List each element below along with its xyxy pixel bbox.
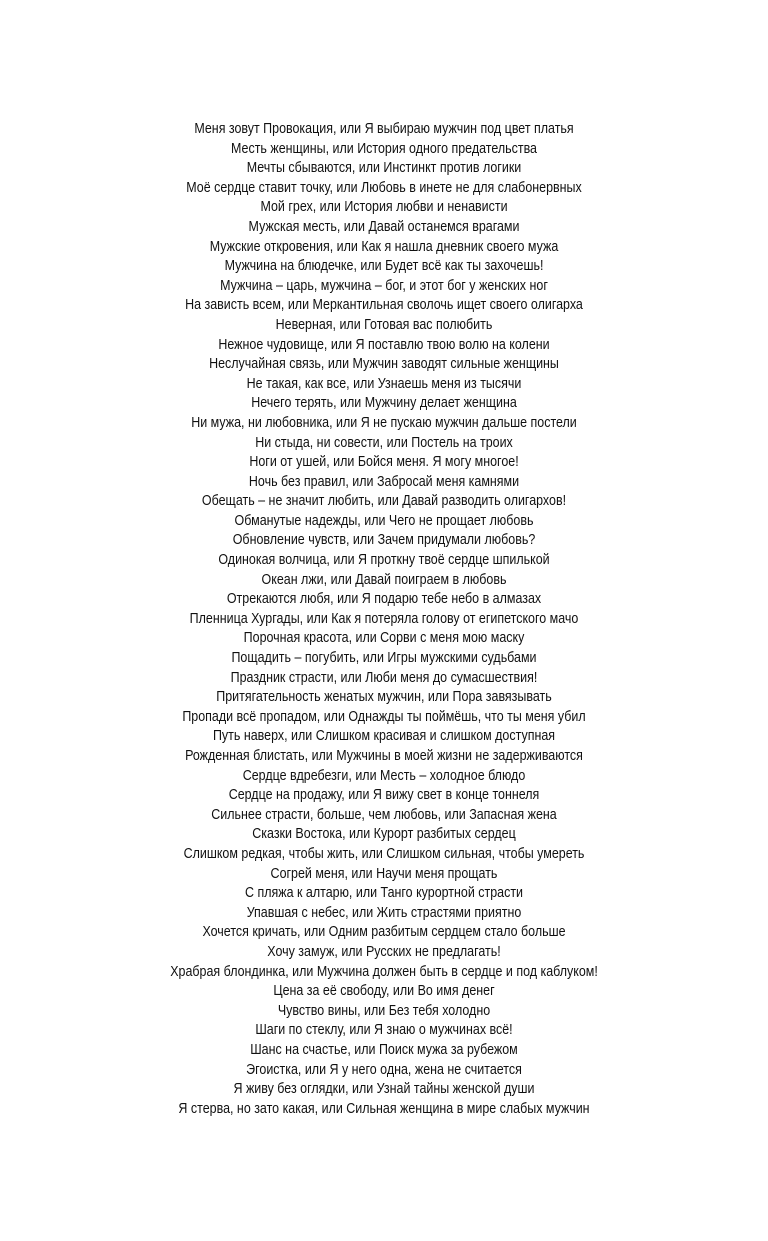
book-title-line: Согрей меня, или Научи меня прощать [270, 865, 498, 882]
book-title-line: Пленница Хургады, или Как я потеряла голову от египетского мачо [189, 610, 579, 627]
book-title-line: Океан лжи, или Давай поиграем в любовь [261, 571, 507, 588]
book-title-line: Шанс на счастье, или Поиск мужа за рубежом [250, 1041, 518, 1058]
book-title-line: Храбрая блондинка, или Мужчина должен быть в сердце и под каблуком! [170, 963, 598, 980]
book-title-line: Хочу замуж, или Русских не предлагать! [267, 943, 501, 960]
book-title-line: Обновление чувств, или Зачем придумали любовь? [232, 532, 536, 549]
book-title-line: Я живу без оглядки, или Узнай тайны женской души [233, 1081, 535, 1098]
book-title-line: Пощадить – погубить, или Игры мужскими судьбами [231, 650, 537, 667]
book-title-line: Отрекаются любя, или Я подарю тебе небо в алмазах [226, 591, 542, 608]
book-title-line: Хочется кричать, или Одним разбитым сердцем стало больше [202, 924, 566, 941]
book-title-line: Я стерва, но зато какая, или Сильная женщина в мире слабых мужчин [178, 1100, 590, 1117]
book-title-line: Неверная, или Готовая вас полюбить [275, 316, 493, 333]
book-title-line: Пропади всё пропадом, или Однажды ты поймёшь, что ты меня убил [182, 708, 586, 725]
book-title-line: Ни стыда, ни совести, или Постель на троих [255, 434, 513, 451]
book-title-line: Не такая, как все, или Узнаешь меня из тысячи [246, 375, 522, 392]
book-title-line: Обещать – не значит любить, или Давай разводить олигархов! [201, 493, 567, 510]
book-title-list [0, 120, 768, 1119]
book-title-line: Ночь без правил, или Забросай меня камнями [248, 473, 520, 490]
book-title-line: Месть женщины, или История одного предательства [231, 140, 537, 157]
book-title-line: Сказки Востока, или Курорт разбитых сердец [252, 826, 516, 843]
book-title-line: Ни мужа, ни любовника, или Я не пускаю мужчин дальше постели [191, 414, 577, 431]
book-title-line: Мужчина на блюдечке, или Будет всё как ты захочешь! [224, 258, 544, 275]
book-title-line: Упавшая с небес, или Жить страстями приятно [246, 904, 522, 921]
book-title-line: Праздник страсти, или Люби меня до сумасшествия! [230, 669, 538, 686]
book-title-line: Сердце вдребезги, или Месть – холодное блюдо [242, 767, 526, 784]
book-title-line: Слишком редкая, чтобы жить, или Слишком сильная, чтобы умереть [183, 845, 585, 862]
book-title-line: Сердце на продажу, или Я вижу свет в конце тоннеля [228, 787, 540, 804]
book-title-line: На зависть всем, или Меркантильная сволочь ищет своего олигарха [185, 297, 583, 314]
book-title-line: Нечего терять, или Мужчину делает женщина [251, 395, 517, 412]
book-title-line: Нежное чудовище, или Я поставлю твою волю на колени [218, 336, 550, 353]
book-title-line: Мой грех, или История любви и ненависти [260, 199, 508, 216]
book-title-line: Мужские откровения, или Как я нашла дневник своего мужа [209, 238, 559, 255]
book-title-line: Сильнее страсти, больше, чем любовь, или Запасная жена [211, 806, 557, 823]
book-title-line: Цена за её свободу, или Во имя денег [273, 983, 495, 1000]
book-title-line: Мужская месть, или Давай останемся врагами [248, 218, 520, 235]
book-title-line: Мужчина – царь, мужчина – бог, и этот бог у женских ног [220, 277, 548, 294]
book-title-line: Мечты сбываются, или Инстинкт против логики [246, 160, 522, 177]
book-title-line: Обманутые надежды, или Чего не прощает любовь [234, 512, 534, 529]
book-title-line: Эгоистка, или Я у него одна, жена не считается [246, 1061, 522, 1078]
book-title-line: Одинокая волчица, или Я проткну твоё сердце шпилькой [218, 552, 550, 569]
book-title-line: Чувство вины, или Без тебя холодно [277, 1002, 491, 1019]
book-title-line: Моё сердце ставит точку, или Любовь в инете не для слабонервных [186, 179, 582, 196]
book-title-line: Рожденная блистать, или Мужчины в моей жизни не задерживаются [185, 748, 583, 764]
book-title-line: Ноги от ушей, или Бойся меня. Я могу многое! [249, 454, 519, 471]
book-title-line: Путь наверх, или Слишком красивая и слишком доступная [212, 728, 556, 745]
book-title-line: Неслучайная связь, или Мужчин заводят сильные женщины [209, 356, 559, 373]
book-title-line: Шаги по стеклу, или Я знаю о мужчинах всё! [255, 1022, 513, 1039]
book-title-line: Порочная красота, или Сорви с меня мою маску [243, 630, 525, 647]
book-title-line: С пляжа к алтарю, или Танго курортной страсти [245, 885, 523, 902]
book-title-line: Меня зовут Провокация, или Я выбираю мужчин под цвет платья [194, 121, 574, 137]
book-title-line: Притягательность женатых мужчин, или Пора завязывать [216, 689, 552, 706]
